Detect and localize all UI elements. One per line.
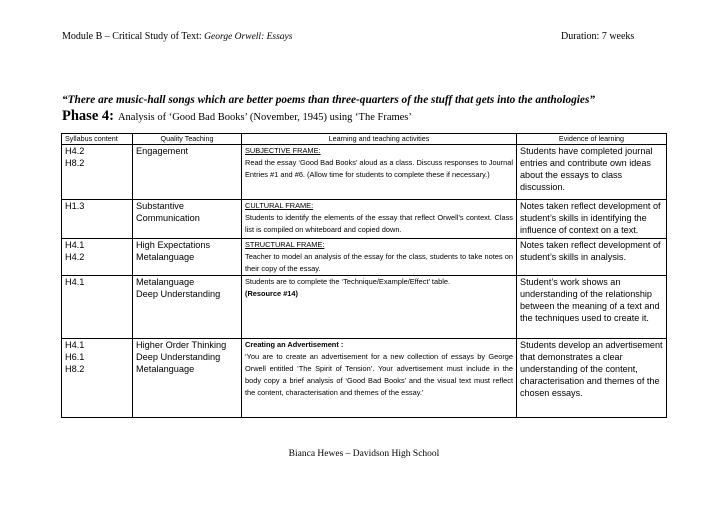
quality-item: Communication [136, 213, 200, 223]
col-header-activities: Learning and teaching activities [242, 134, 517, 145]
col-header-evidence: Evidence of learning [517, 134, 667, 145]
col-header-syllabus: Syllabus content [62, 134, 133, 145]
syllabus-cell [62, 239, 133, 276]
table-row [62, 276, 667, 339]
quality-item: Metalanguage [136, 277, 195, 287]
evidence-cell: Notes taken reflect development of student’s skills in identifying the influence of context on a text. [517, 200, 667, 239]
phase-description: Analysis of ‘Good Bad Books’ (November, 1945) using ‘The Frames’ [117, 112, 412, 123]
quality-cell [133, 200, 242, 239]
evidence-cell: Students have completed journal entries and contribute own ideas about the essays to class discussion. [517, 145, 667, 200]
activity-title: STRUCTURAL FRAME: [245, 240, 325, 249]
activity-cell [242, 276, 517, 339]
syllabus-code: H8.2 [65, 364, 85, 374]
table-row [62, 339, 667, 418]
module-label: Module B – Critical Study of Text: [62, 31, 202, 42]
module-text-name: George Orwell: Essays [204, 32, 293, 42]
quality-item: Deep Understanding [136, 289, 221, 299]
activity-cell [242, 200, 517, 239]
table-row [62, 200, 667, 239]
syllabus-code: H4.2 [65, 252, 85, 262]
activity-title: Creating an Advertisement : [245, 340, 344, 349]
quality-item: Engagement [136, 146, 189, 156]
activity-text: Students are to complete the ‘Technique/Example/Effect’ table. [245, 277, 451, 286]
col-header-quality: Quality Teaching [133, 134, 242, 145]
page-header [62, 31, 662, 45]
syllabus-code: H1.3 [65, 201, 85, 211]
module-title [62, 31, 292, 42]
syllabus-code: H8.2 [65, 158, 85, 168]
quality-cell [133, 339, 242, 418]
quality-item: High Expectations [136, 240, 211, 250]
activity-cell [242, 239, 517, 276]
orwell-quote: “There are music-hall songs which are better poems than three-quarters of the stuff that gets into the anthologies” [62, 94, 595, 106]
syllabus-cell [62, 339, 133, 418]
activity-text: Students to identify the elements of the essay that reflect Orwell’s context. Class list is compiled on whiteboard and copied down. [245, 213, 513, 234]
duration: Duration: 7 weeks [561, 31, 635, 42]
syllabus-cell [62, 145, 133, 200]
table-row [62, 145, 667, 200]
syllabus-code: H4.2 [65, 146, 85, 156]
quality-cell [133, 145, 242, 200]
evidence-cell: Notes taken reflect development of student’s skills in analysis. [517, 239, 667, 276]
activity-text: ‘You are to create an advertisement for a new collection of essays by George Orwell entitled ‘The Spirit of Tension’. Your advertisement must include in the body copy a brief analysis of ‘Good Bad Books’ and the visual text must reflect the content, characterisation and themes of the essay.’ [245, 352, 513, 397]
quality-item: Substantive [136, 201, 185, 211]
quality-item: Deep Understanding [136, 352, 221, 362]
activity-cell [242, 339, 517, 418]
syllabus-code: H4.1 [65, 277, 85, 287]
evidence-cell: Student’s work shows an understanding of the relationship between the meaning of a text and the techniques used to create it. [517, 276, 667, 339]
activity-cell [242, 145, 517, 200]
syllabus-cell [62, 276, 133, 339]
quality-cell [133, 276, 242, 339]
resource-reference: (Resource #14) [245, 289, 298, 298]
quality-item: Metalanguage [136, 364, 195, 374]
activity-text: Read the essay ‘Good Bad Books’ aloud as a class. Discuss responses to Journal Entries #1 and #6. (Allow time for students to complete these if necessary.) [245, 158, 513, 179]
activity-text: Teacher to model an analysis of the essay for the class, students to take notes on their copy of the essay. [245, 252, 513, 273]
syllabus-code: H6.1 [65, 352, 85, 362]
activity-title: CULTURAL FRAME: [245, 201, 314, 210]
syllabus-code: H4.1 [65, 340, 85, 350]
evidence-cell: Students develop an advertisement that demonstrates a clear understanding of the content, characterisation and themes of the chosen essays. [517, 339, 667, 418]
quality-item: Higher Order Thinking [136, 340, 227, 350]
activity-title: SUBJECTIVE FRAME: [245, 146, 321, 155]
quality-cell [133, 239, 242, 276]
syllabus-cell [62, 200, 133, 239]
page-footer: Bianca Hewes – Davidson High School [288, 449, 440, 459]
phase-heading [62, 107, 412, 125]
quality-item: Metalanguage [136, 252, 195, 262]
table-header-row [62, 134, 667, 145]
syllabus-code: H4.1 [65, 240, 85, 250]
table-row [62, 239, 667, 276]
phase-label: Phase 4: [62, 108, 114, 124]
teaching-plan-table [61, 133, 667, 418]
